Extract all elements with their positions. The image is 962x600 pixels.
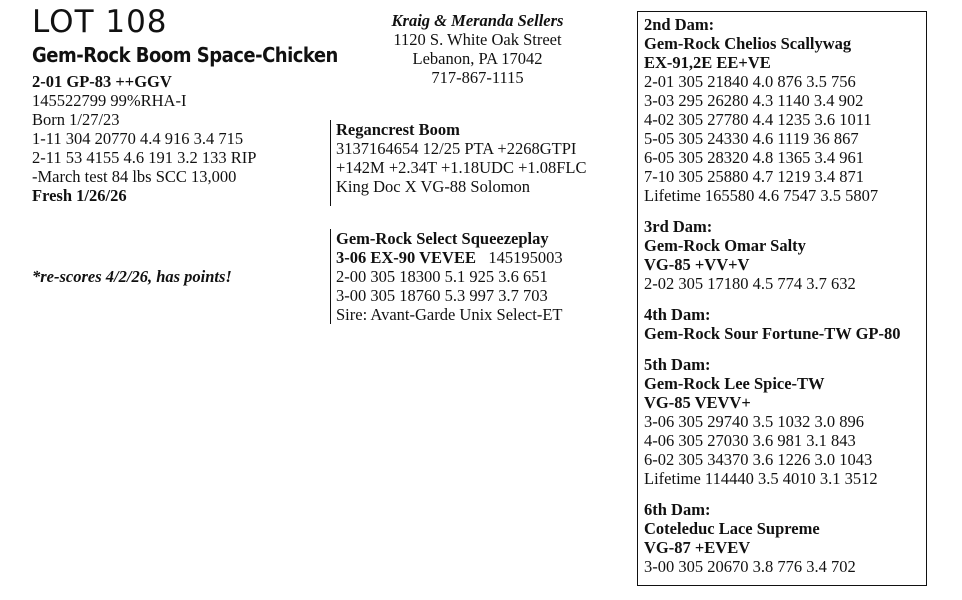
dam-section [644, 500, 926, 576]
dam-record: 3-00 305 20670 3.8 776 3.4 702 [644, 557, 856, 576]
record-line: 2-11 53 4155 4.6 191 3.2 133 RIP [32, 148, 257, 167]
test-line: -March test 84 lbs SCC 13,000 [32, 167, 237, 186]
dam-score-line [336, 248, 563, 267]
fresh-date: Fresh 1/26/26 [32, 186, 127, 205]
sire-name: Regancrest Boom [336, 120, 460, 139]
dam-record: 6-05 305 28320 4.8 1365 3.4 961 [644, 148, 864, 167]
dam-record: 4-02 305 27780 4.4 1235 3.6 1011 [644, 110, 872, 129]
dam-name: Gem-Rock Lee Spice-TW [644, 374, 825, 393]
sire-block [330, 120, 587, 206]
dam-record: 4-06 305 27030 3.6 981 3.1 843 [644, 431, 856, 450]
dam-record: 5-05 305 24330 4.6 1119 36 867 [644, 129, 859, 148]
dam-record: Lifetime 165580 4.6 7547 3.5 5807 [644, 186, 879, 205]
sire-pedigree: King Doc X VG-88 Solomon [336, 177, 531, 196]
record-line: 1-11 304 20770 4.4 916 3.4 715 [32, 129, 244, 148]
owner-phone: 717-867-1115 [431, 68, 524, 87]
dam-section [644, 15, 926, 205]
registration-line: 145522799 99%RHA-I [32, 91, 187, 110]
animal-name: Gem-Rock Boom Space-Chicken [32, 43, 338, 67]
dam-record: 2-01 305 21840 4.0 876 3.5 756 [644, 72, 856, 91]
rescore-note: *re-scores 4/2/26, has points! [32, 267, 232, 286]
dam-record: 3-00 305 18760 5.3 997 3.7 703 [336, 286, 548, 305]
owner-info [360, 11, 595, 87]
dam-title: 2nd Dam: [644, 15, 715, 34]
dam-name: Gem-Rock Select Squeezeplay [336, 229, 549, 248]
owner-street: 1120 S. White Oak Street [393, 30, 562, 49]
birth-date: Born 1/27/23 [32, 110, 120, 129]
dam-score: VG-87 +EVEV [644, 538, 751, 557]
dam-section [644, 355, 926, 488]
dam-title: 4th Dam: [644, 305, 711, 324]
dam-record: 3-03 295 26280 4.3 1140 3.4 902 [644, 91, 864, 110]
dam-name: Gem-Rock Sour Fortune-TW GP-80 [644, 324, 901, 343]
dam-title: 6th Dam: [644, 500, 711, 519]
dam-record: 2-00 305 18300 5.1 925 3.6 651 [336, 267, 548, 286]
dam-registration: 145195003 [488, 248, 563, 267]
dam-section [644, 217, 926, 293]
sire-proof-line: +142M +2.34T +1.18UDC +1.08FLC [336, 158, 587, 177]
dam-score: 3-06 EX-90 VEVEE [336, 248, 476, 267]
dam-record: 6-02 305 34370 3.6 1226 3.0 1043 [644, 450, 873, 469]
dam-score: VG-85 VEVV+ [644, 393, 751, 412]
dam-record: 7-10 305 25880 4.7 1219 3.4 871 [644, 167, 864, 186]
dam-score: VG-85 +VV+V [644, 255, 750, 274]
sire-proof-line: 3137164654 12/25 PTA +2268GTPI [336, 139, 577, 158]
dam-record: 2-02 305 17180 4.5 774 3.7 632 [644, 274, 856, 293]
dam-title: 5th Dam: [644, 355, 711, 374]
dam-sire: Sire: Avant-Garde Unix Select-ET [336, 305, 563, 324]
dam-name: Coteleduc Lace Supreme [644, 519, 820, 538]
ancestor-dams-box [637, 11, 927, 586]
dam-record: Lifetime 114440 3.5 4010 3.1 3512 [644, 469, 878, 488]
animal-info [32, 72, 332, 205]
dam-name: Gem-Rock Chelios Scallywag [644, 34, 852, 53]
dam-name: Gem-Rock Omar Salty [644, 236, 806, 255]
dam-record: 3-06 305 29740 3.5 1032 3.0 896 [644, 412, 864, 431]
lot-number: LOT 108 [32, 4, 168, 40]
dam-title: 3rd Dam: [644, 217, 713, 236]
dam-score: EX-91,2E EE+VE [644, 53, 771, 72]
score-line: 2-01 GP-83 ++GGV [32, 72, 172, 91]
owner-name: Kraig & Meranda Sellers [391, 11, 564, 30]
dam-block [330, 229, 563, 324]
dam-section [644, 305, 926, 343]
owner-city: Lebanon, PA 17042 [412, 49, 543, 68]
